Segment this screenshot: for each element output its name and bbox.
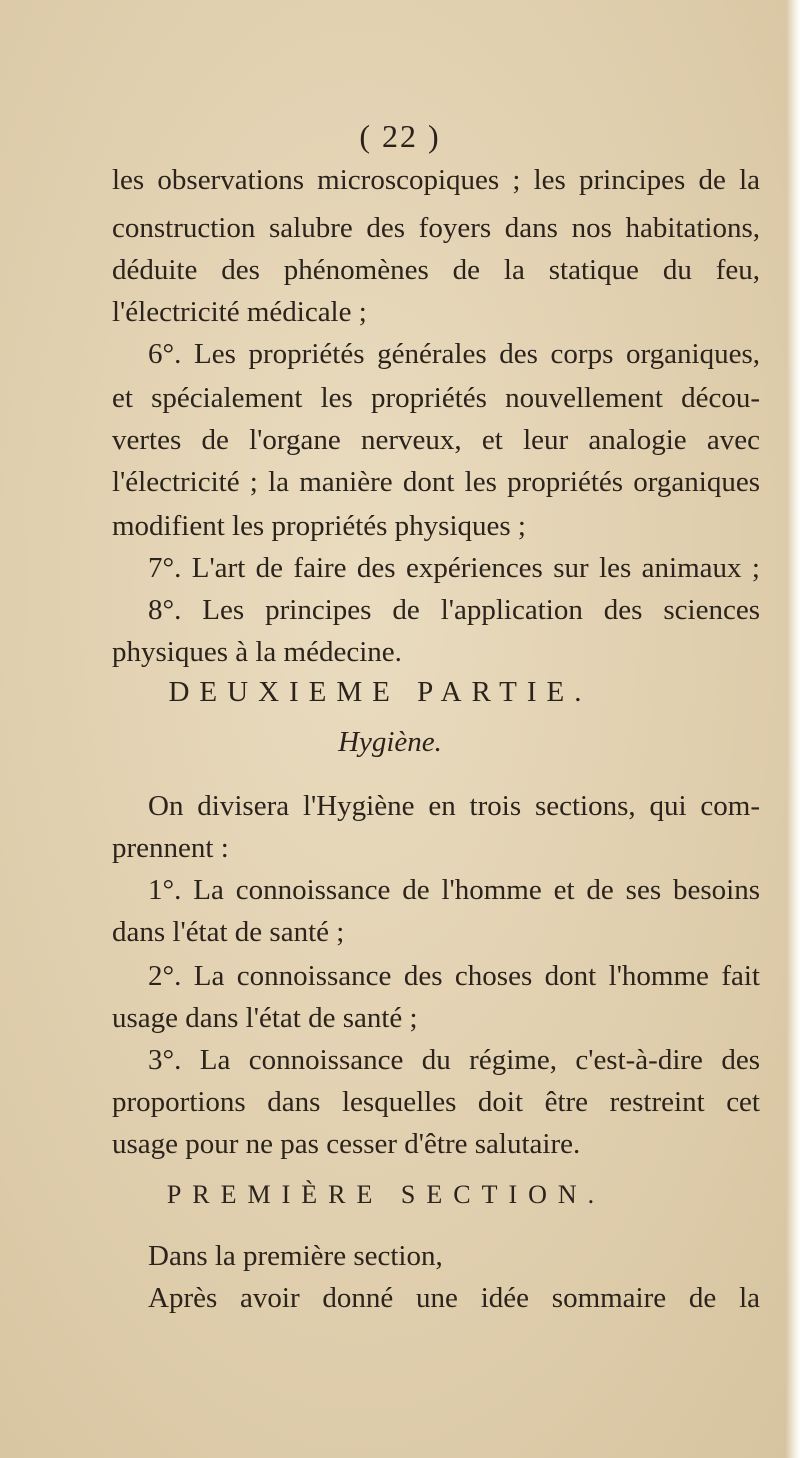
- text-line: modifient les propriétés physiques ;: [112, 510, 526, 542]
- text-line: vertes de l'organe nerveux, et leur analogie avec: [112, 424, 760, 456]
- text-line: dans l'état de santé ;: [112, 916, 345, 948]
- page-number: ( 22 ): [359, 118, 441, 154]
- text-line: Après avoir donné une idée sommaire de la: [148, 1282, 760, 1314]
- text-line: déduite des phénomènes de la statique du feu,: [112, 254, 760, 286]
- text-line: 8°. Les principes de l'application des sciences: [148, 594, 760, 626]
- text-line: Dans la première section,: [148, 1240, 443, 1272]
- text-line: construction salubre des foyers dans nos habitations,: [112, 212, 760, 244]
- text-line: On divisera l'Hygiène en trois sections, qui com-: [148, 790, 760, 822]
- text-line: l'électricité ; la manière dont les propriétés organiques: [112, 466, 760, 498]
- part-heading: DEUXIEME PARTIE.: [168, 676, 592, 708]
- text-line: physiques à la médecine.: [112, 636, 402, 668]
- part-subtitle: Hygiène.: [338, 726, 442, 758]
- text-line: 6°. Les propriétés générales des corps organiques,: [148, 338, 760, 370]
- text-line: proportions dans lesquelles doit être restreint cet: [112, 1086, 760, 1118]
- text-line: et spécialement les propriétés nouvellement décou-: [112, 382, 760, 414]
- text-line: prennent :: [112, 832, 229, 864]
- section-heading: PREMIÈRE SECTION.: [166, 1180, 606, 1209]
- text-line: usage pour ne pas cesser d'être salutaire.: [112, 1128, 581, 1160]
- text-line: usage dans l'état de santé ;: [112, 1002, 418, 1034]
- text-line: 3°. La connoissance du régime, c'est-à-dire des: [148, 1044, 760, 1076]
- text-line: l'électricité médicale ;: [112, 296, 367, 328]
- text-line: les observations microscopiques ; les principes de la: [112, 164, 760, 196]
- text-line: 7°. L'art de faire des expériences sur les animaux ;: [148, 552, 760, 584]
- text-line: 1°. La connoissance de l'homme et de ses besoins: [148, 874, 760, 906]
- text-line: 2°. La connoissance des choses dont l'homme fait: [148, 960, 760, 992]
